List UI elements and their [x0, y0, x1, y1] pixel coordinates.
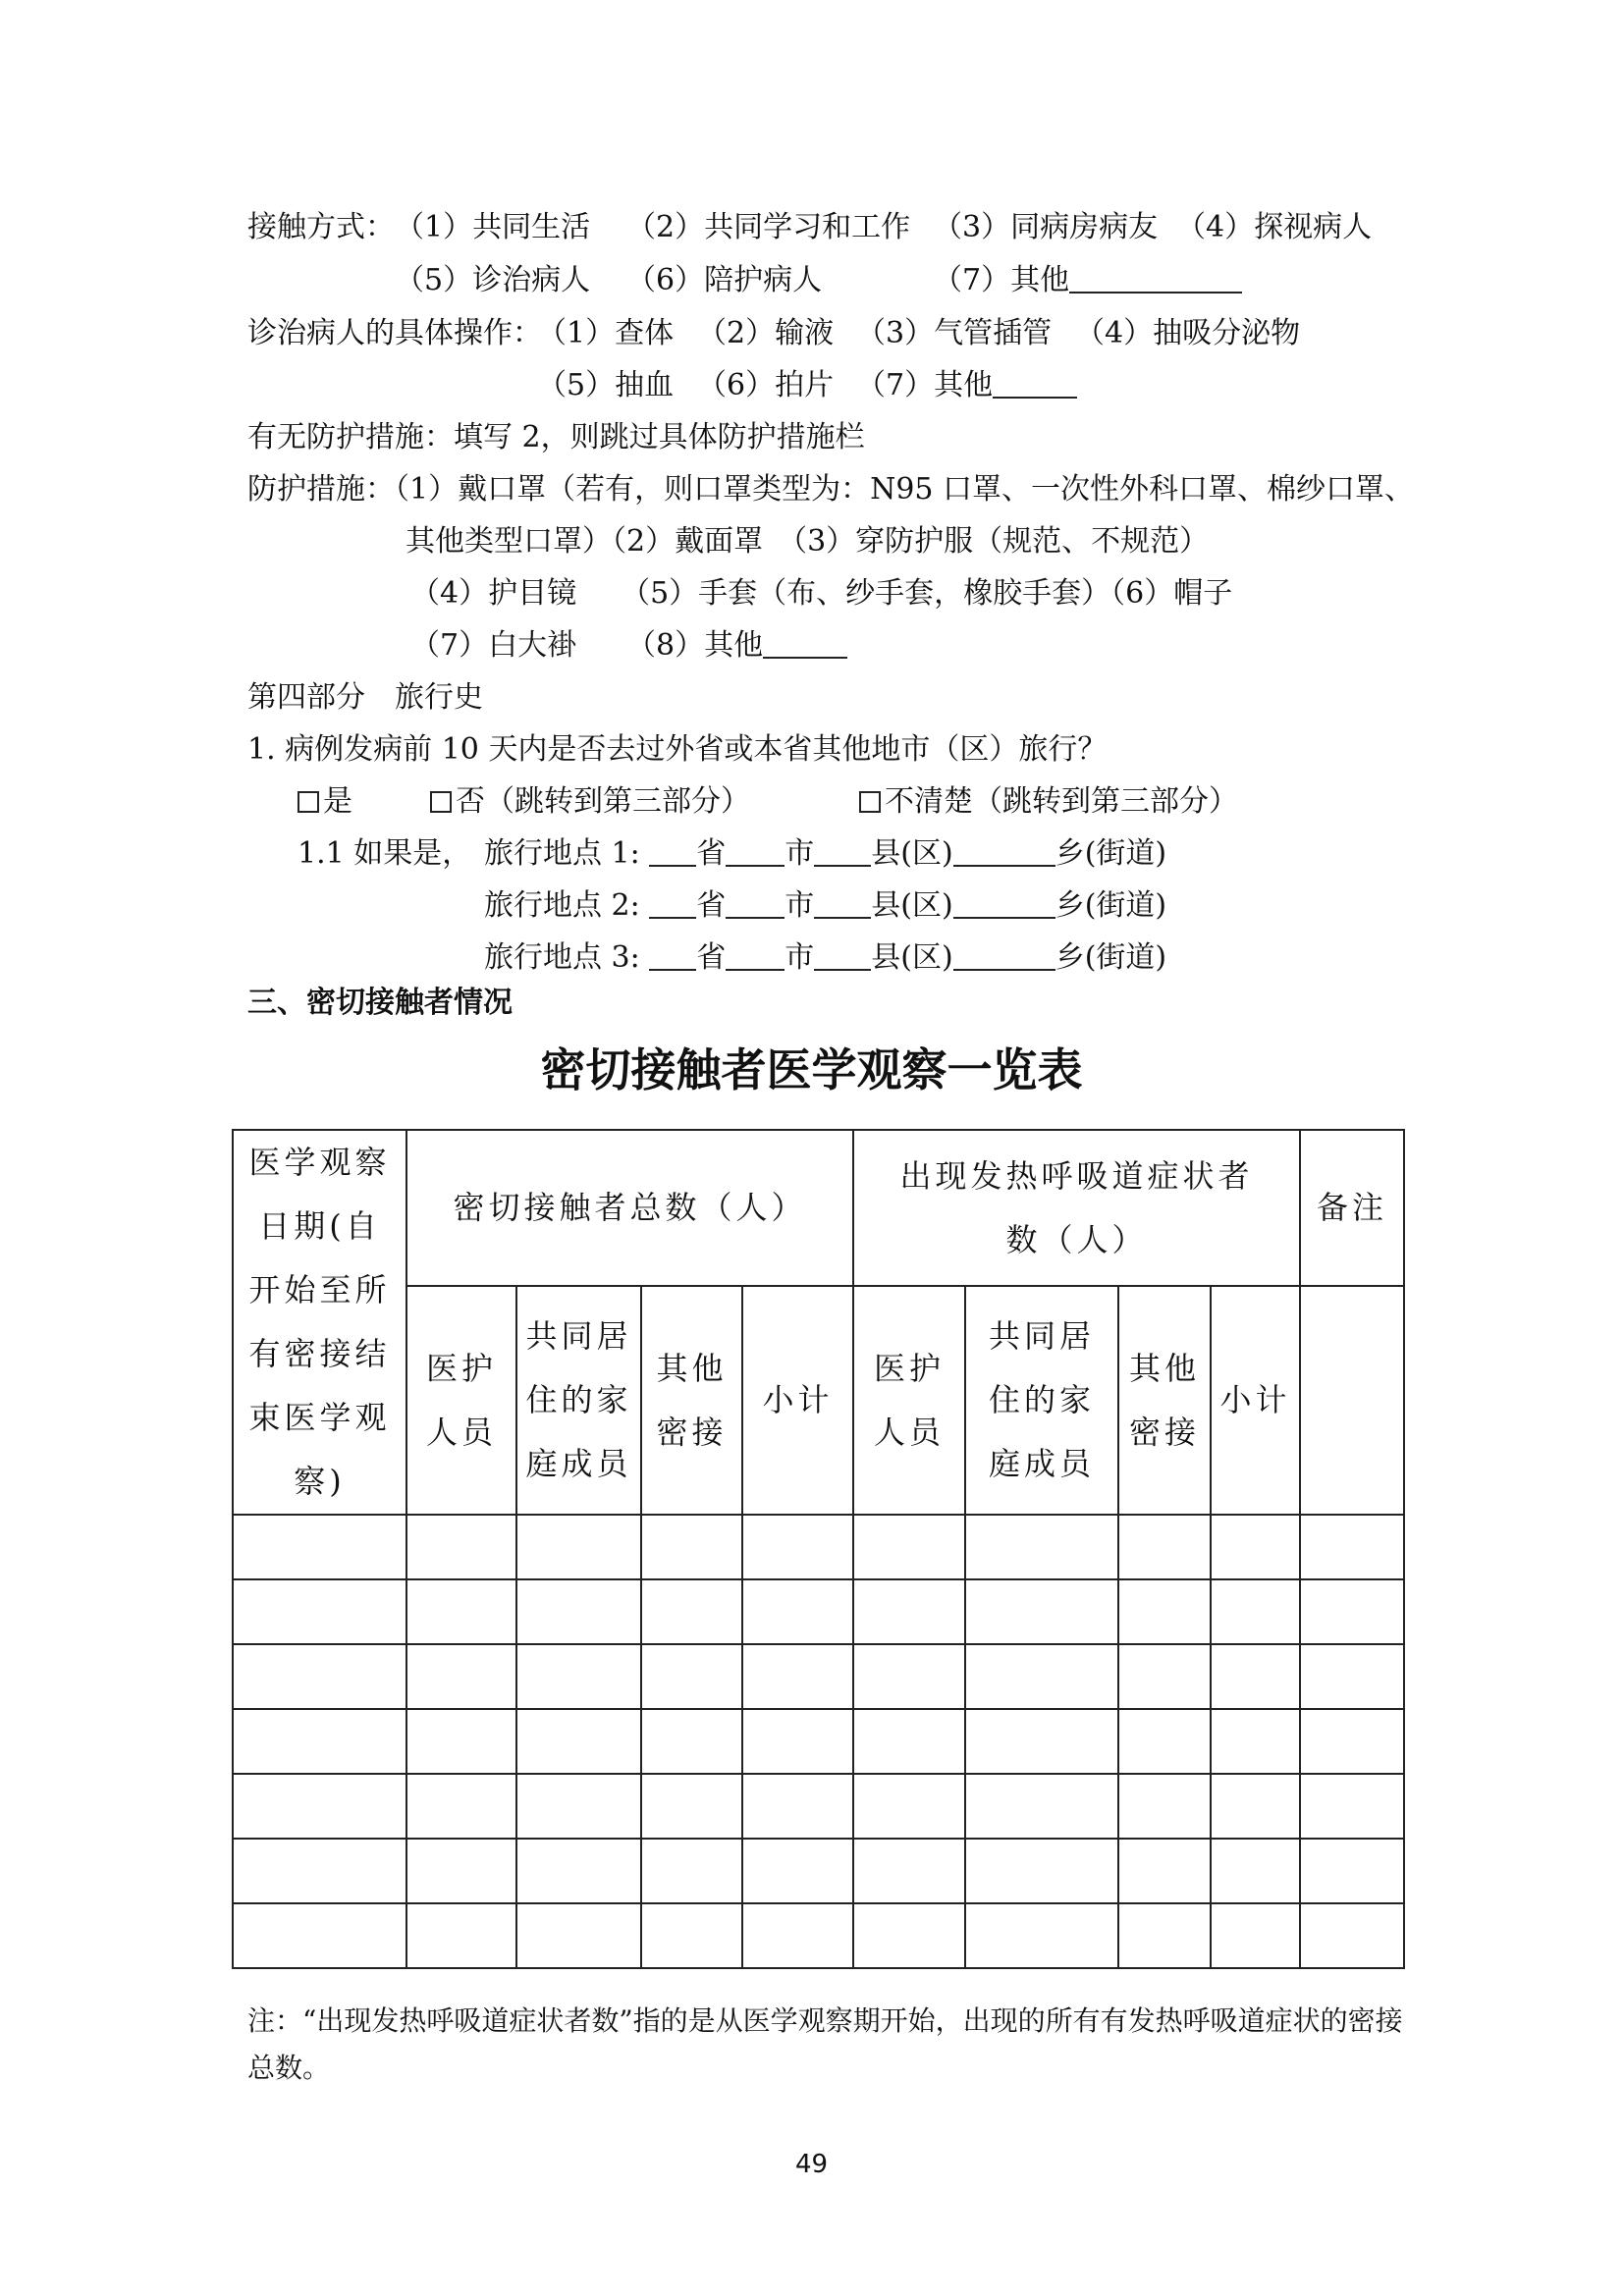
table-cell[interactable] — [742, 1839, 853, 1903]
table-cell[interactable] — [641, 1644, 742, 1709]
unit-province: 省 — [696, 888, 727, 923]
procedure-opt7 — [856, 368, 1077, 403]
table-cell[interactable] — [406, 1774, 516, 1839]
travel-question: 1. 病例发病前 10 天内是否去过外省或本省其他地市（区）旅行？ — [247, 732, 1108, 767]
table-cell[interactable] — [516, 1515, 641, 1579]
sub-subtotal: 小计 — [742, 1286, 853, 1515]
table-cell[interactable] — [853, 1515, 965, 1579]
procedure-other-blank[interactable] — [993, 371, 1077, 399]
checkbox-unsure[interactable] — [859, 791, 881, 813]
travel-opt-no[interactable] — [430, 784, 750, 820]
sub-subtotal: 小计 — [1211, 1286, 1300, 1515]
table-cell[interactable] — [641, 1579, 742, 1644]
province-blank[interactable] — [649, 839, 696, 867]
table-cell[interactable] — [406, 1839, 516, 1903]
travel-place-label: 旅行地点 3: — [484, 940, 640, 975]
town-blank[interactable] — [953, 891, 1055, 919]
table-cell[interactable] — [1118, 1839, 1211, 1903]
contact-opt7-label: （7）其他 — [933, 263, 1070, 297]
table-cell[interactable] — [516, 1644, 641, 1709]
table-cell[interactable] — [406, 1515, 516, 1579]
table-cell[interactable] — [516, 1579, 641, 1644]
contact-opt3: （3）同病房病友 — [933, 210, 1159, 244]
header-date: 医学观察日期(自开始至所有密接结束医学观察) — [233, 1130, 406, 1515]
table-cell[interactable] — [742, 1644, 853, 1709]
travel-opt-unsure-label: 不清楚（跳转到第三部分） — [885, 784, 1238, 819]
unit-province: 省 — [696, 836, 727, 871]
contact-opt4: （4）探视病人 — [1176, 210, 1373, 244]
unit-city: 市 — [784, 940, 815, 975]
table-cell[interactable] — [742, 1579, 853, 1644]
procedure-opt1: （1）查体 — [537, 316, 675, 350]
city-blank[interactable] — [726, 891, 784, 919]
procedure-opt5: （5）抽血 — [537, 368, 675, 402]
table-cell[interactable] — [1211, 1839, 1300, 1903]
unit-town: 乡(街道) — [1055, 940, 1167, 975]
table-row — [233, 1709, 1404, 1774]
protection-line3: （4）护目镜 （5）手套（布、纱手套，橡胶手套）（6）帽子 — [410, 576, 1233, 611]
table-cell[interactable] — [1118, 1579, 1211, 1644]
table-cell[interactable] — [406, 1579, 516, 1644]
remarks-sub-cell — [1300, 1286, 1404, 1515]
table-cell[interactable] — [965, 1903, 1118, 1968]
table-note: 注：“出现发热呼吸道症状者数”指的是从医学观察期开始，出现的所有有发热呼吸道症状的密接总数。 — [247, 2004, 1403, 2084]
travel-place-label: 旅行地点 2: — [484, 888, 640, 923]
travel-prefix: 1.1 如果是， — [298, 836, 472, 871]
sub-other-contact: 其他密接 — [641, 1286, 742, 1515]
unit-city: 市 — [784, 836, 815, 871]
table-cell[interactable] — [233, 1774, 406, 1839]
table-cell[interactable] — [965, 1515, 1118, 1579]
travel-place-2 — [484, 888, 1166, 924]
table-cell[interactable] — [965, 1644, 1118, 1709]
province-blank[interactable] — [649, 891, 696, 919]
page-number: 49 — [794, 2150, 829, 2179]
table-cell[interactable] — [853, 1839, 965, 1903]
unit-province: 省 — [696, 940, 727, 975]
table-cell[interactable] — [641, 1903, 742, 1968]
procedure-opt6: （6）拍片 — [697, 368, 835, 402]
table-cell[interactable] — [1118, 1709, 1211, 1774]
table-cell[interactable] — [641, 1839, 742, 1903]
checkbox-no[interactable] — [430, 791, 452, 813]
table-row — [233, 1579, 1404, 1644]
table-cell[interactable] — [1300, 1839, 1404, 1903]
city-blank[interactable] — [726, 943, 784, 971]
table-cell[interactable] — [965, 1709, 1118, 1774]
protection-other-blank[interactable] — [763, 631, 847, 659]
contact-opt2: （2）共同学习和工作 — [626, 210, 911, 244]
travel-place-1 — [484, 836, 1166, 872]
procedure-opt2: （2）输液 — [697, 316, 835, 350]
unit-town: 乡(街道) — [1055, 836, 1167, 871]
contact-mode-line1 — [247, 210, 395, 245]
travel-opt-yes-label: 是 — [323, 784, 352, 819]
table-row — [233, 1839, 1404, 1903]
checkbox-yes[interactable] — [298, 791, 319, 813]
procedure-opt3: （3）气管插管 — [856, 316, 1053, 350]
contact-opt5: （5）诊治病人 — [395, 263, 591, 297]
table-cell[interactable] — [1300, 1903, 1404, 1968]
travel-place-label: 旅行地点 1: — [484, 836, 640, 871]
contact-other-blank[interactable] — [1069, 266, 1242, 294]
table-cell[interactable] — [853, 1644, 965, 1709]
table-cell[interactable] — [1300, 1709, 1404, 1774]
protection-line1: 防护措施：（1）戴口罩（若有，则口罩类型为：N95 口罩、一次性外科口罩、棉纱口罩、 — [247, 472, 1415, 507]
table-cell[interactable] — [516, 1903, 641, 1968]
header-total-contacts: 密切接触者总数（人） — [406, 1130, 853, 1286]
contact-opt7 — [933, 263, 1242, 298]
unit-county: 县(区) — [871, 940, 953, 975]
sub-household: 共同居住的家庭成员 — [516, 1286, 641, 1515]
table-cell[interactable] — [965, 1579, 1118, 1644]
table-cell[interactable] — [406, 1644, 516, 1709]
county-blank[interactable] — [814, 891, 871, 919]
observation-table — [232, 1129, 1405, 1969]
unit-county: 县(区) — [871, 888, 953, 923]
province-blank[interactable] — [649, 943, 696, 971]
unit-town: 乡(街道) — [1055, 888, 1167, 923]
procedure-opt4: （4）抽吸分泌物 — [1075, 316, 1301, 350]
contact-opt6: （6）陪护病人 — [626, 263, 823, 297]
travel-place-3 — [484, 940, 1166, 976]
table-cell[interactable] — [1300, 1774, 1404, 1839]
procedure-opt7-label: （7）其他 — [856, 368, 994, 402]
table-cell[interactable] — [1300, 1644, 1404, 1709]
sub-household: 共同居住的家庭成员 — [965, 1286, 1118, 1515]
table-cell[interactable] — [233, 1515, 406, 1579]
protection-opt8-label: （8）其他 — [626, 628, 764, 663]
county-blank[interactable] — [814, 839, 871, 867]
table-cell[interactable] — [641, 1774, 742, 1839]
table-cell[interactable] — [406, 1709, 516, 1774]
table-cell[interactable] — [1118, 1903, 1211, 1968]
town-blank[interactable] — [953, 943, 1055, 971]
unit-city: 市 — [784, 888, 815, 923]
table-cell[interactable] — [1211, 1579, 1300, 1644]
table-cell[interactable] — [641, 1709, 742, 1774]
table-cell[interactable] — [742, 1903, 853, 1968]
table-cell[interactable] — [965, 1774, 1118, 1839]
sub-medical-staff: 医护人员 — [406, 1286, 516, 1515]
table-cell[interactable] — [1300, 1579, 1404, 1644]
city-blank[interactable] — [726, 839, 784, 867]
contact-opt1: （1）共同生活 — [395, 210, 591, 244]
table-row — [233, 1515, 1404, 1579]
table-cell[interactable] — [233, 1709, 406, 1774]
table-body — [233, 1515, 1404, 1968]
sub-other-contact: 其他密接 — [1118, 1286, 1211, 1515]
protection-opt8 — [626, 628, 847, 664]
table-title: 密切接触者医学观察一览表 — [540, 1043, 1083, 1096]
county-blank[interactable] — [814, 943, 871, 971]
table-cell[interactable] — [853, 1579, 965, 1644]
table-cell[interactable] — [516, 1709, 641, 1774]
table-cell[interactable] — [742, 1774, 853, 1839]
table-cell[interactable] — [965, 1839, 1118, 1903]
table-row — [233, 1644, 1404, 1709]
part4-heading: 第四部分 旅行史 — [247, 680, 483, 715]
travel-opt-no-label: 否（跳转到第三部分） — [456, 784, 750, 819]
sub-medical-staff: 医护人员 — [853, 1286, 965, 1515]
table-cell[interactable] — [1300, 1515, 1404, 1579]
table-cell[interactable] — [1211, 1644, 1300, 1709]
table-cell[interactable] — [853, 1903, 965, 1968]
travel-opt-yes[interactable] — [298, 784, 352, 820]
header-fever-count: 出现发热呼吸道症状者数（人） — [853, 1130, 1300, 1286]
table-cell[interactable] — [1211, 1709, 1300, 1774]
header-remarks: 备注 — [1300, 1130, 1404, 1286]
procedure-label: 诊治病人的具体操作： — [247, 316, 542, 350]
section3-heading: 三、密切接触者情况 — [247, 986, 513, 1020]
contact-mode-label: 接触方式： — [247, 210, 395, 244]
table-cell[interactable] — [1211, 1903, 1300, 1968]
town-blank[interactable] — [953, 839, 1055, 867]
table-cell[interactable] — [1211, 1774, 1300, 1839]
table-cell[interactable] — [742, 1709, 853, 1774]
travel-opt-unsure[interactable] — [859, 784, 1238, 820]
table-cell[interactable] — [1118, 1644, 1211, 1709]
table-cell[interactable] — [406, 1903, 516, 1968]
table-cell[interactable] — [853, 1709, 965, 1774]
table-cell[interactable] — [233, 1579, 406, 1644]
table-cell[interactable] — [853, 1774, 965, 1839]
table-cell[interactable] — [516, 1774, 641, 1839]
table-cell[interactable] — [1211, 1515, 1300, 1579]
table-cell[interactable] — [233, 1839, 406, 1903]
protection-line2: 其他类型口罩）（2）戴面罩 （3）穿防护服（规范、不规范） — [406, 524, 1210, 559]
table-cell[interactable] — [1118, 1774, 1211, 1839]
table-cell[interactable] — [1118, 1515, 1211, 1579]
table-cell[interactable] — [516, 1839, 641, 1903]
table-cell[interactable] — [742, 1515, 853, 1579]
unit-county: 县(区) — [871, 836, 953, 871]
table-cell[interactable] — [233, 1644, 406, 1709]
table-row — [233, 1903, 1404, 1968]
table-row — [233, 1774, 1404, 1839]
table-cell[interactable] — [641, 1515, 742, 1579]
protection-opt7: （7）白大褂 — [410, 628, 577, 663]
protection-flag: 有无防护措施：填写 2，则跳过具体防护措施栏 — [247, 420, 865, 454]
table-cell[interactable] — [233, 1903, 406, 1968]
